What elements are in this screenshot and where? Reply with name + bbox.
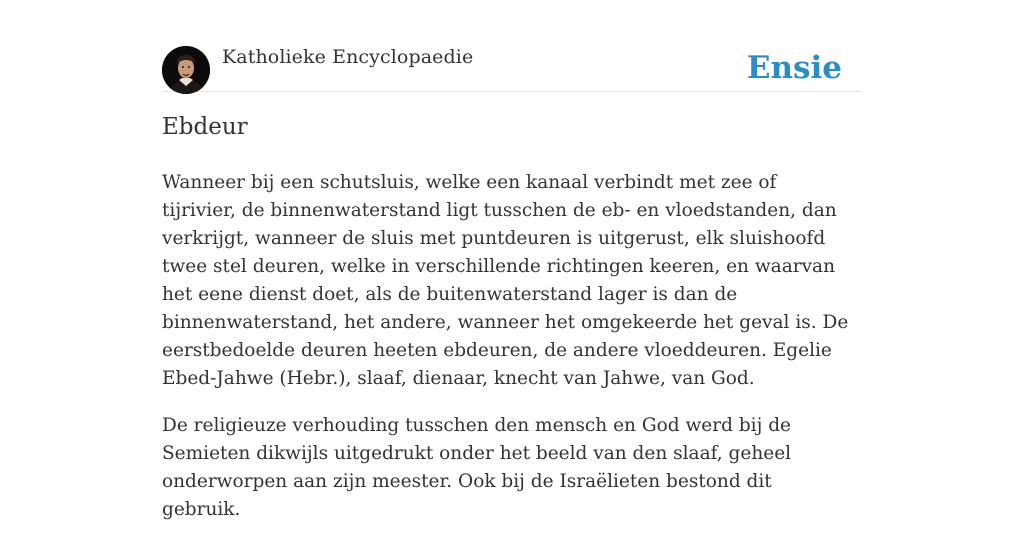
portrait-avatar-icon[interactable]: [162, 46, 210, 94]
site-name[interactable]: Katholieke Encyclopaedie: [222, 46, 474, 68]
site-header: [162, 44, 862, 92]
page-title: Ebdeur: [162, 114, 248, 140]
brand-logo[interactable]: Ensie: [746, 50, 842, 86]
article-paragraph: De religieuze verhouding tusschen den mensch en God werd bij de Semieten dikwijls uitgedrukt onder het beeld van den slaaf, geheel onderworpen aan zijn meester. Ook bij de Israëlieten bestond dit gebruik.: [162, 415, 792, 520]
article-paragraph: Wanneer bij een schutsluis, welke een kanaal verbindt met zee of tijrivier, de binnenwaterstand ligt tusschen de eb- en vloedstanden, dan verkrijgt, wanneer de sluis met puntdeuren is uitgerust, elk sluishoofd twee stel deuren, welke in verschillende richtingen keeren, en waarvan het eene dienst doet, als de buitenwaterstand lager is dan de binnenwaterstand, het andere, wanneer het omgekeerde het geval is. De eerstbedoelde deuren heeten ebdeuren, de andere vloeddeuren. Egelie Ebed-Jahwe (Hebr.), slaaf, dienaar, knecht van Jahwe, van God.: [162, 172, 849, 389]
article-body: [162, 169, 852, 543]
